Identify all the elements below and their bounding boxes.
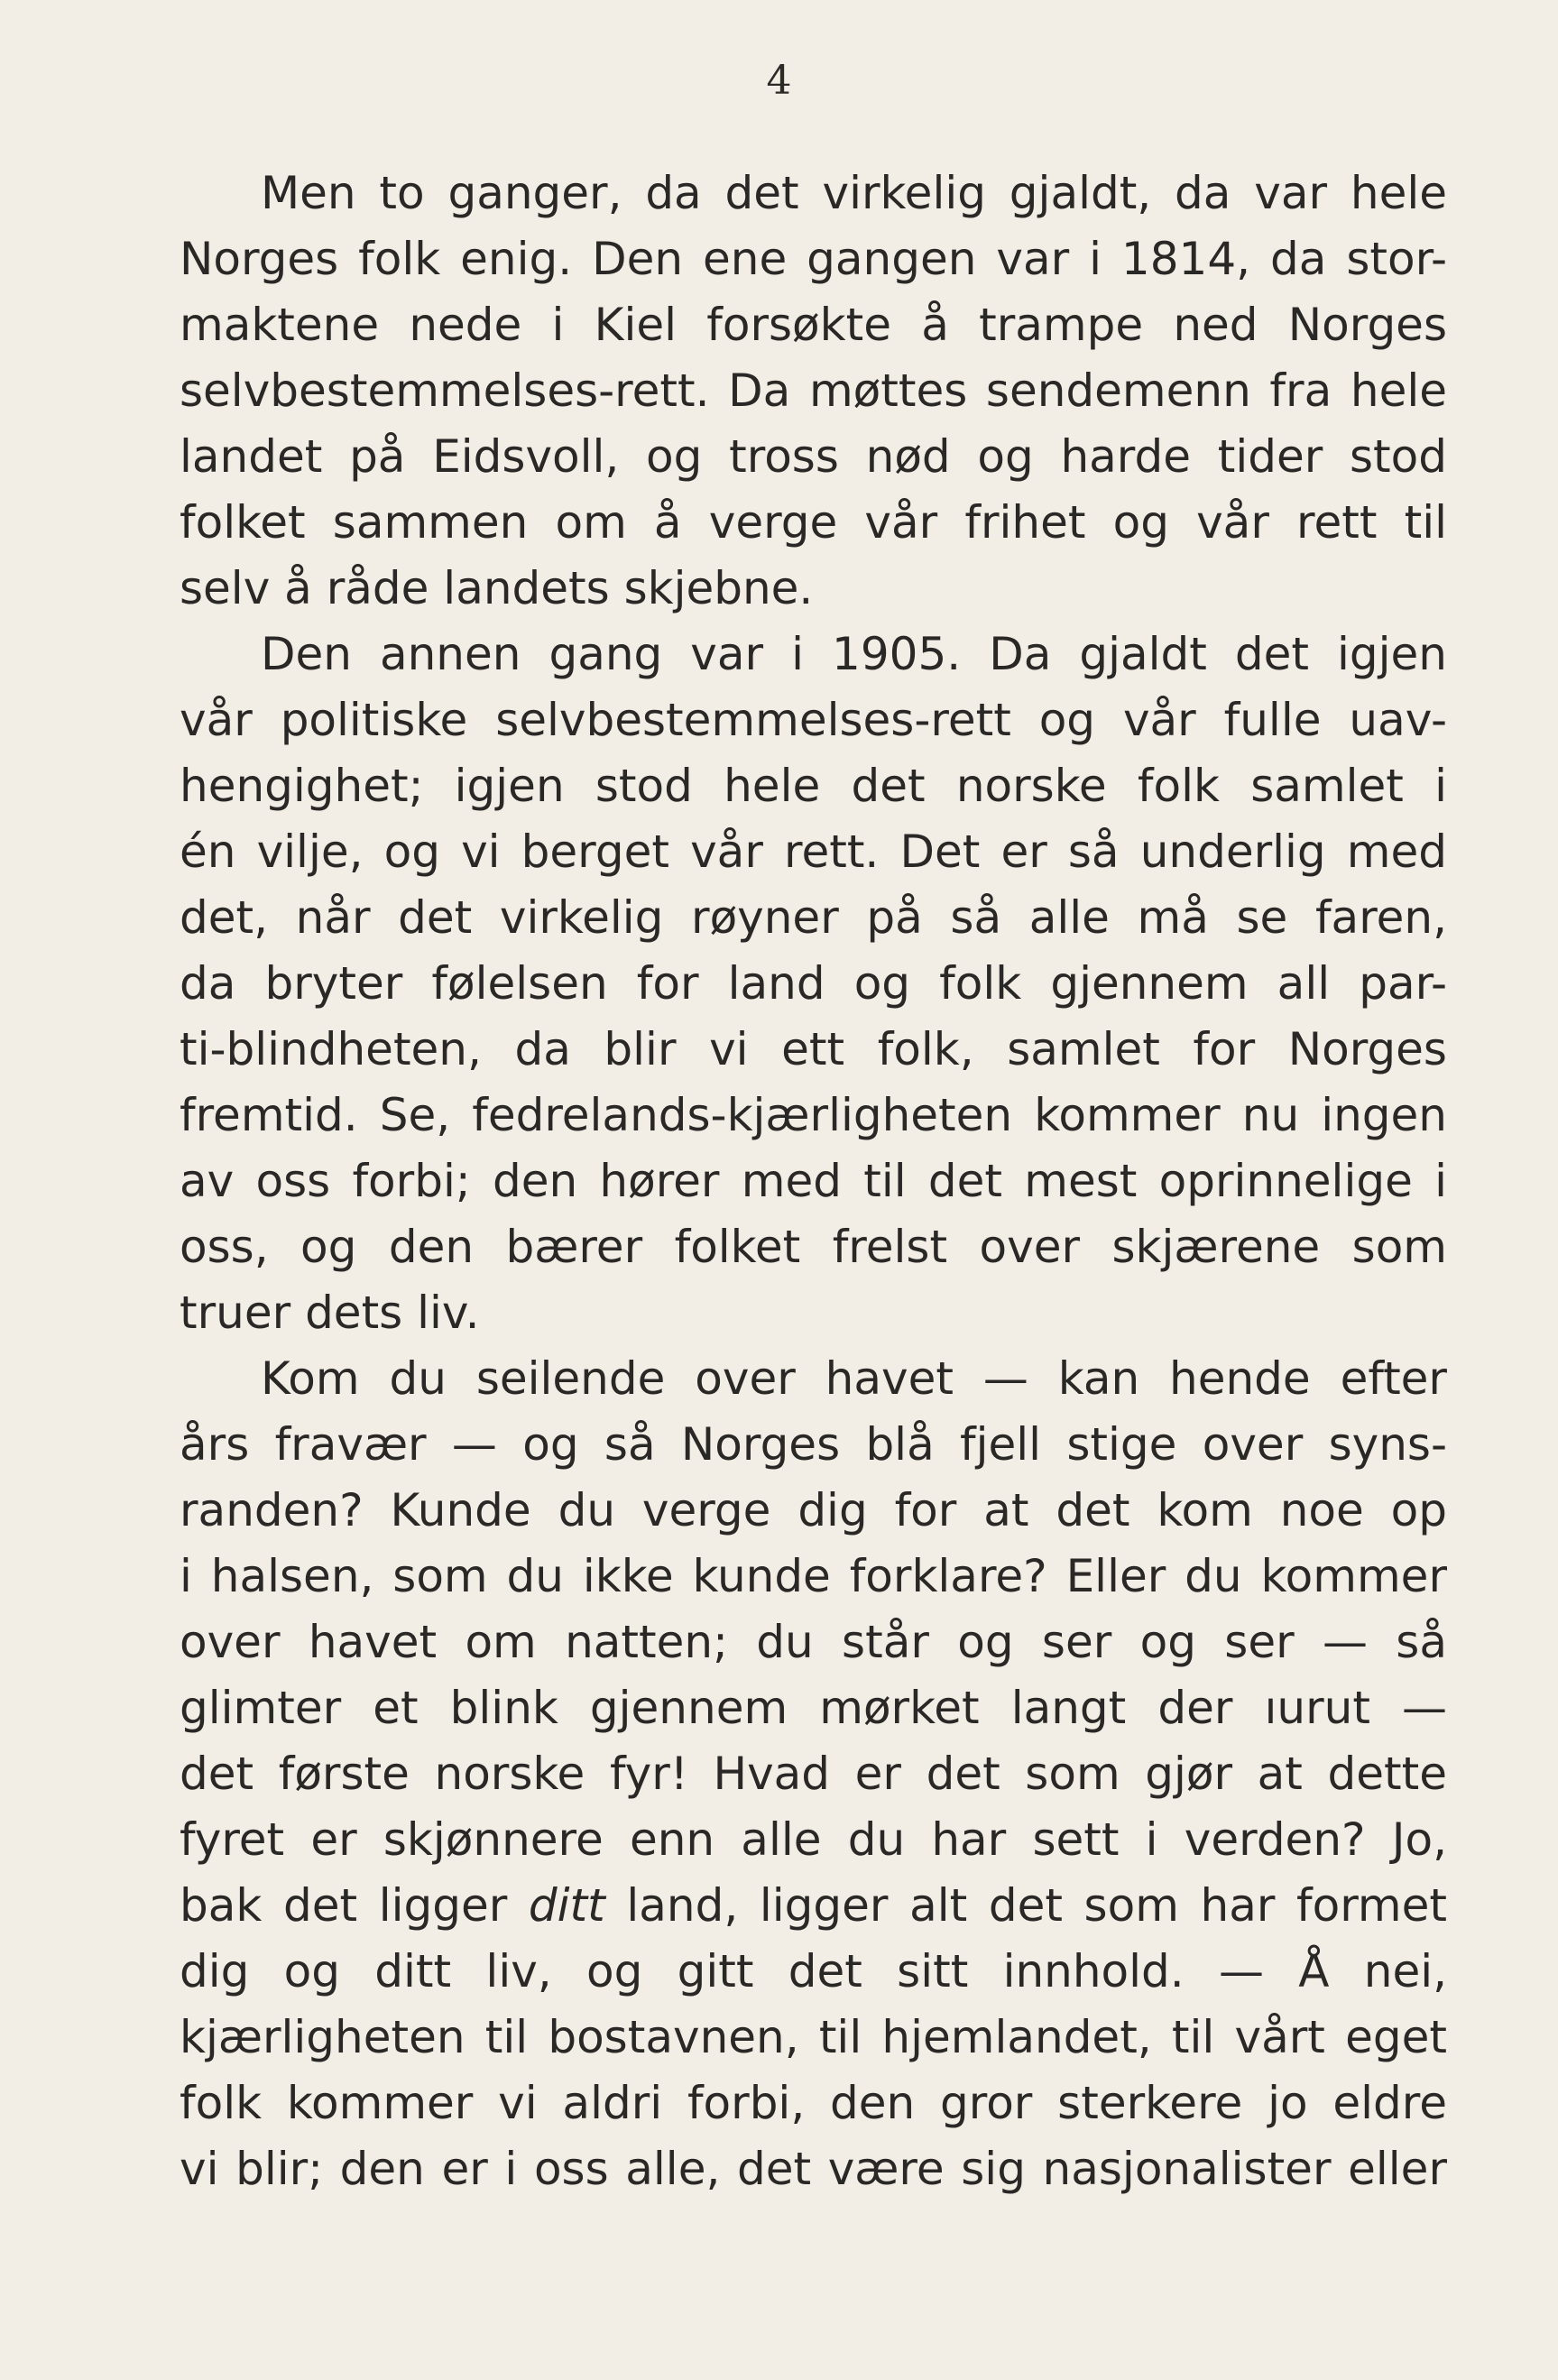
body-text xyxy=(180,161,1447,2202)
text-line: Kom du seilende over havet — kan hende efter xyxy=(261,1352,1447,1405)
text-line: én vilje, og vi berget vår rett. Det er så underlig med xyxy=(180,826,1447,878)
text-line: selv å råde landets skjebne. xyxy=(180,562,814,614)
text-line: truer dets liv. xyxy=(180,1287,480,1339)
text-line: fremtid. Se, fedrelands-kjærligheten kommer nu ingen xyxy=(180,1089,1447,1141)
text-line: det, når det virkelig røyner på så alle må se faren, xyxy=(180,891,1447,944)
text-line: glimter et blink gjennem mørket langt der ıurut — xyxy=(180,1682,1447,1734)
page-number: 4 xyxy=(766,58,792,104)
text-line: oss, og den bærer folket frelst over skjærene som xyxy=(180,1221,1447,1273)
paragraph xyxy=(180,1346,1447,2202)
text-line: fyret er skjønnere enn alle du har sett i verden? Jo, xyxy=(180,1813,1447,1866)
text-line: da bryter følelsen for land og folk gjennem all par- xyxy=(180,957,1447,1010)
text-line: vår politiske selvbestemmelses-rett og vår fulle uav- xyxy=(180,694,1447,746)
text-line: hengighet; igjen stod hele det norske folk samlet i xyxy=(180,760,1447,812)
text-line: ti-blindheten, da blir vi ett folk, samlet for Norges xyxy=(180,1023,1447,1075)
text-line: Norges folk enig. Den ene gangen var i 1814, da stor- xyxy=(180,233,1447,285)
text-line: i halsen, som du ikke kunde forklare? Eller du kommer xyxy=(180,1550,1447,1602)
paragraph xyxy=(180,622,1447,1346)
text-line: landet på Eidsvoll, og tross nød og harde tider stod xyxy=(180,430,1447,483)
text-line: maktene nede i Kiel forsøkte å trampe ned Norges xyxy=(180,299,1447,351)
text-line: Men to ganger, da det virkelig gjaldt, da var hele xyxy=(261,167,1447,219)
text-line: det første norske fyr! Hvad er det som gjør at dette xyxy=(180,1748,1447,1800)
text-line: over havet om natten; du står og ser og ser — så xyxy=(180,1616,1447,1668)
text-line: kjærligheten til bostavnen, til hjemlandet, til vårt eget xyxy=(180,2011,1447,2063)
text-line: Den annen gang var i 1905. Da gjaldt det igjen xyxy=(261,628,1447,680)
text-line: av oss forbi; den hører med til det mest oprinnelige i xyxy=(180,1155,1447,1207)
text-line: selvbestemmelses-rett. Da møttes sendemenn fra hele xyxy=(180,364,1447,417)
paragraph xyxy=(180,161,1447,622)
text-line: folk kommer vi aldri forbi, den gror sterkere jo eldre xyxy=(180,2077,1447,2129)
text-line-with-italic: bak det ligger ditt land, ligger alt det som har formet xyxy=(180,1879,1447,1932)
text-line: randen? Kunde du verge dig for at det kom noe op xyxy=(180,1484,1447,1536)
text-line: vi blir; den er i oss alle, det være sig nasjonalister eller xyxy=(180,2143,1447,2195)
text-line: dig og ditt liv, og gitt det sitt innhold. — Å nei, xyxy=(180,1945,1447,1997)
text-line: folket sammen om å verge vår frihet og vår rett til xyxy=(180,496,1447,549)
text-line: års fravær — og så Norges blå fjell stige over syns- xyxy=(180,1418,1447,1471)
